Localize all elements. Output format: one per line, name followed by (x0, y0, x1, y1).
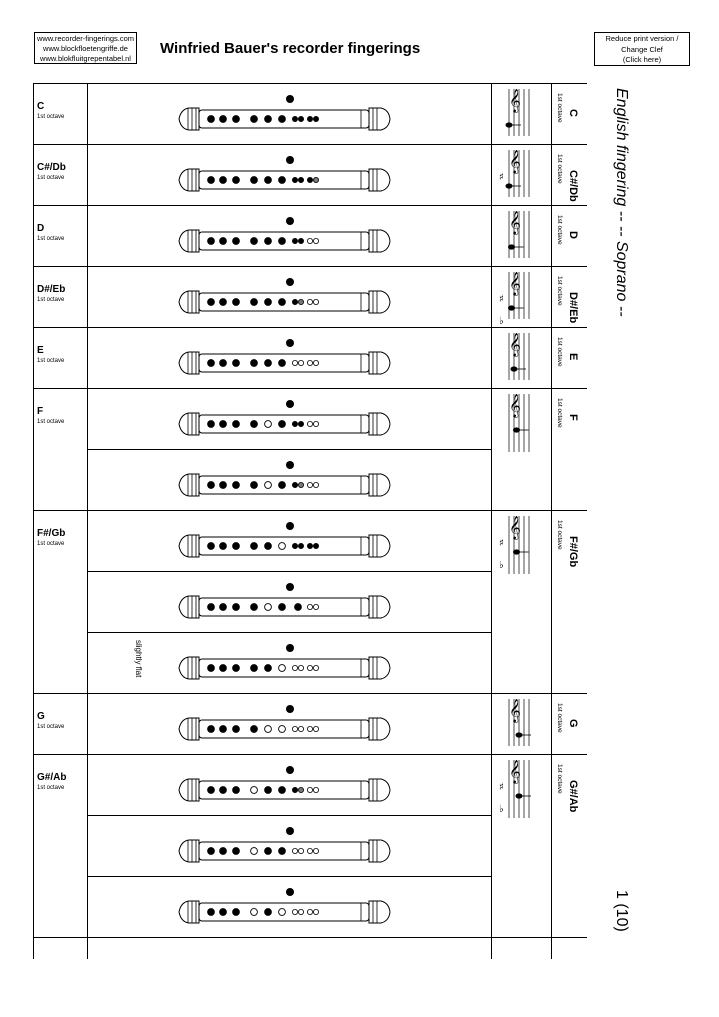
finger-hole (251, 604, 258, 611)
finger-hole (298, 238, 303, 243)
reduce-line-3: (Click here) (622, 55, 662, 64)
finger-hole (298, 299, 303, 304)
finger-hole (208, 116, 215, 123)
table-vline (33, 83, 34, 959)
finger-hole (233, 543, 240, 550)
finger-hole (251, 848, 258, 855)
thumb-hole (286, 95, 294, 103)
page-number: 1 (10) (613, 890, 630, 932)
recorder-diagram (161, 581, 401, 621)
octave-label: 1st octave (37, 724, 65, 730)
finger-hole (292, 665, 297, 670)
finger-hole (307, 909, 312, 914)
finger-hole (251, 299, 258, 306)
thumb-hole (286, 705, 294, 713)
site-link-3[interactable]: www.blokfluitgrepentabel.nl (40, 54, 131, 63)
finger-hole (251, 360, 258, 367)
finger-hole (279, 604, 286, 611)
finger-hole (307, 482, 312, 487)
finger-hole (220, 482, 227, 489)
note-divider (33, 205, 587, 206)
treble-clef-icon: 𝄞 (509, 759, 521, 783)
finger-hole (292, 909, 297, 914)
side-note-label: F (567, 414, 579, 421)
finger-hole (265, 848, 272, 855)
sharp-icon: ♯ (499, 172, 504, 183)
recorder-diagram (161, 703, 401, 743)
octave-label: 1st octave (37, 175, 65, 181)
finger-hole (265, 116, 272, 123)
flat-icon: ♭ (499, 804, 504, 815)
side-note-label: C#/Db (567, 170, 579, 202)
recorder-foot (369, 291, 390, 313)
finger-hole (208, 238, 215, 245)
side-octave-label: 1st octave (556, 215, 563, 245)
music-staff (495, 209, 545, 262)
treble-clef-icon: 𝄞 (509, 515, 521, 539)
flat-icon: ♭ (499, 560, 504, 571)
side-octave-label: 1st octave (556, 276, 563, 306)
music-staff (495, 331, 545, 384)
finger-hole (233, 665, 240, 672)
table-vline (551, 83, 552, 959)
thumb-hole (286, 278, 294, 286)
reduce-print-button[interactable] (594, 32, 690, 66)
octave-label: 1st octave (37, 358, 65, 364)
finger-hole (220, 848, 227, 855)
recorder-foot (369, 352, 390, 374)
thumb-hole (286, 217, 294, 225)
finger-hole (279, 116, 286, 123)
finger-hole (292, 543, 297, 548)
side-note-label: F#/Gb (567, 536, 579, 568)
recorder-foot (369, 108, 390, 130)
side-note-label: G (567, 719, 579, 728)
finger-hole (265, 177, 272, 184)
side-octave-label: 1st octave (556, 764, 563, 794)
reduce-line-1: Reduce print version / (605, 34, 679, 43)
page-title: Winfried Bauer's recorder fingerings (160, 40, 421, 57)
finger-hole (233, 726, 240, 733)
side-title: English fingering -- -- Soprano -- (613, 88, 630, 317)
recorder-diagram (161, 93, 401, 133)
thumb-hole (286, 888, 294, 896)
finger-hole (295, 604, 302, 611)
note-name-label: D#/Eb (37, 284, 66, 295)
finger-hole (220, 360, 227, 367)
finger-hole (265, 299, 272, 306)
finger-hole (220, 116, 227, 123)
finger-hole (313, 421, 318, 426)
recorder-diagram (161, 825, 401, 865)
finger-hole (307, 177, 312, 182)
recorder-foot (369, 901, 390, 923)
treble-clef-icon: 𝄞 (509, 88, 521, 112)
thumb-hole (286, 644, 294, 652)
finger-hole (313, 787, 318, 792)
treble-clef-icon: 𝄞 (509, 393, 521, 417)
table-hline (33, 83, 587, 84)
recorder-foot (369, 230, 390, 252)
note-name-label: G (37, 711, 45, 722)
finger-hole (298, 665, 303, 670)
finger-hole (251, 726, 258, 733)
octave-label: 1st octave (37, 114, 65, 120)
finger-hole (265, 787, 272, 794)
finger-hole (279, 787, 286, 794)
finger-hole (208, 299, 215, 306)
finger-hole (313, 909, 318, 914)
finger-hole (298, 543, 303, 548)
finger-hole (233, 299, 240, 306)
side-octave-label: 1st octave (556, 520, 563, 550)
thumb-hole (286, 827, 294, 835)
finger-hole (233, 848, 240, 855)
finger-hole (307, 116, 312, 121)
finger-hole (233, 604, 240, 611)
note-divider (33, 327, 587, 328)
recorder-diagram (161, 459, 401, 499)
finger-hole (298, 726, 303, 731)
finger-hole (298, 116, 303, 121)
recorder-foot (369, 840, 390, 862)
finger-hole (279, 909, 286, 916)
side-note-label: C (567, 109, 579, 117)
finger-hole (208, 360, 215, 367)
finger-hole (292, 726, 297, 731)
finger-hole (220, 909, 227, 916)
octave-label: 1st octave (37, 236, 65, 242)
row-divider (87, 632, 491, 633)
finger-hole (220, 299, 227, 306)
side-octave-label: 1st octave (556, 154, 563, 184)
recorder-foot (369, 535, 390, 557)
finger-hole (208, 909, 215, 916)
thumb-hole (286, 766, 294, 774)
finger-hole (307, 421, 312, 426)
finger-hole (292, 177, 297, 182)
finger-hole (251, 116, 258, 123)
music-staff (495, 270, 545, 327)
finger-hole (251, 177, 258, 184)
finger-hole (307, 604, 312, 609)
row-divider (87, 449, 491, 450)
side-octave-label: 1st octave (556, 93, 563, 123)
finger-hole (265, 421, 272, 428)
finger-hole (307, 299, 312, 304)
sharp-icon: ♯ (499, 294, 504, 305)
finger-hole (279, 665, 286, 672)
note-name-label: C#/Db (37, 162, 66, 173)
finger-hole (265, 604, 272, 611)
thumb-hole (286, 522, 294, 530)
note-name-label: D (37, 223, 45, 234)
finger-hole (265, 482, 272, 489)
finger-hole (233, 421, 240, 428)
finger-hole (313, 116, 318, 121)
finger-hole (292, 787, 297, 792)
note-name-label: F (37, 406, 44, 417)
finger-hole (298, 360, 303, 365)
thumb-hole (286, 156, 294, 164)
recorder-diagram (161, 520, 401, 560)
finger-hole (208, 482, 215, 489)
site-link-1[interactable]: www.recorder-fingerings.com (36, 34, 135, 43)
finger-hole (251, 421, 258, 428)
finger-hole (298, 909, 303, 914)
finger-hole (292, 299, 297, 304)
finger-hole (265, 238, 272, 245)
treble-clef-icon: 𝄞 (509, 210, 521, 234)
side-octave-label: 1st octave (556, 703, 563, 733)
note-name-label: F#/Gb (37, 528, 66, 539)
finger-hole (313, 543, 318, 548)
music-staff (495, 514, 545, 578)
finger-hole (265, 543, 272, 550)
recorder-diagram (161, 764, 401, 804)
finger-hole (307, 543, 312, 548)
recorder-foot (369, 169, 390, 191)
recorder-foot (369, 474, 390, 496)
finger-hole (292, 360, 297, 365)
finger-hole (233, 238, 240, 245)
recorder-diagram (161, 215, 401, 255)
note-divider (33, 754, 587, 755)
recorder-foot (369, 413, 390, 435)
recorder-diagram (161, 886, 401, 926)
finger-hole (265, 726, 272, 733)
finger-hole (279, 482, 286, 489)
finger-hole (279, 238, 286, 245)
row-divider (87, 815, 491, 816)
recorder-foot (369, 718, 390, 740)
sharp-icon: ♯ (499, 538, 504, 549)
finger-hole (233, 482, 240, 489)
recorder-foot (369, 657, 390, 679)
thumb-hole (286, 339, 294, 347)
finger-hole (313, 238, 318, 243)
thumb-hole (286, 461, 294, 469)
row-divider (87, 876, 491, 877)
finger-hole (313, 665, 318, 670)
row-divider (87, 571, 491, 572)
fingering-table (33, 83, 587, 959)
flat-icon: ♭ (499, 316, 504, 327)
finger-hole (313, 299, 318, 304)
treble-clef-icon: 𝄞 (509, 698, 521, 722)
finger-hole (208, 665, 215, 672)
finger-hole (220, 604, 227, 611)
site-link-2[interactable]: www.blockfloetengriffe.de (43, 44, 128, 53)
side-note-label: D#/Eb (567, 292, 579, 324)
finger-hole (292, 238, 297, 243)
side-note-label: D (567, 231, 579, 239)
sharp-icon: ♯ (499, 782, 504, 793)
finger-hole (307, 787, 312, 792)
finger-hole (208, 726, 215, 733)
finger-hole (208, 787, 215, 794)
finger-hole (298, 787, 303, 792)
finger-hole (307, 665, 312, 670)
finger-hole (298, 421, 303, 426)
music-staff (495, 758, 545, 822)
note-divider (33, 144, 587, 145)
finger-hole (251, 909, 258, 916)
finger-hole (265, 360, 272, 367)
reduce-line-2: Change Clef (621, 44, 663, 54)
finger-hole (220, 665, 227, 672)
recorder-diagram (161, 276, 401, 316)
finger-hole (298, 177, 303, 182)
finger-hole (307, 238, 312, 243)
note-divider (33, 388, 587, 389)
finger-hole (208, 177, 215, 184)
note-divider (33, 937, 587, 938)
treble-clef-icon: 𝄞 (509, 332, 521, 356)
finger-hole (208, 543, 215, 550)
table-vline (491, 83, 492, 959)
finger-hole (313, 360, 318, 365)
music-staff (495, 148, 545, 201)
finger-hole (292, 848, 297, 853)
finger-hole (279, 848, 286, 855)
octave-label: 1st octave (37, 785, 65, 791)
finger-hole (220, 543, 227, 550)
octave-label: 1st octave (37, 419, 65, 425)
finger-hole (292, 482, 297, 487)
finger-hole (279, 177, 286, 184)
music-staff (495, 697, 545, 750)
note-divider (33, 693, 587, 694)
thumb-hole (286, 400, 294, 408)
side-note-label: E (567, 353, 579, 361)
treble-clef-icon: 𝄞 (509, 149, 521, 173)
music-staff (495, 392, 545, 456)
finger-hole (220, 177, 227, 184)
finger-hole (313, 604, 318, 609)
finger-hole (251, 787, 258, 794)
finger-hole (292, 116, 297, 121)
finger-hole (208, 421, 215, 428)
finger-hole (313, 177, 318, 182)
finger-hole (279, 299, 286, 306)
website-box[interactable] (34, 32, 137, 64)
octave-label: 1st octave (37, 297, 65, 303)
finger-hole (279, 543, 286, 550)
finger-hole (313, 848, 318, 853)
note-name-label: C (37, 101, 45, 112)
finger-hole (208, 604, 215, 611)
finger-hole (298, 848, 303, 853)
finger-hole (251, 238, 258, 245)
note-divider (33, 266, 587, 267)
finger-hole (298, 482, 303, 487)
recorder-foot (369, 596, 390, 618)
finger-hole (265, 909, 272, 916)
finger-hole (292, 421, 297, 426)
finger-hole (233, 177, 240, 184)
note-divider (33, 510, 587, 511)
finger-hole (279, 726, 286, 733)
finger-hole (233, 116, 240, 123)
recorder-foot (369, 779, 390, 801)
side-note-label: G#/Ab (567, 780, 579, 813)
music-staff (495, 87, 545, 140)
finger-hole (265, 665, 272, 672)
recorder-diagram (161, 337, 401, 377)
side-octave-label: 1st octave (556, 337, 563, 367)
treble-clef-icon: 𝄞 (509, 271, 521, 295)
octave-label: 1st octave (37, 541, 65, 547)
note-name-label: G#/Ab (37, 772, 67, 783)
side-octave-label: 1st octave (556, 398, 563, 428)
thumb-hole (286, 583, 294, 591)
finger-hole (220, 421, 227, 428)
finger-hole (233, 787, 240, 794)
finger-hole (307, 726, 312, 731)
table-vline (87, 83, 88, 959)
finger-hole (220, 238, 227, 245)
finger-hole (251, 665, 258, 672)
finger-hole (313, 726, 318, 731)
finger-hole (251, 482, 258, 489)
finger-hole (220, 787, 227, 794)
fingering-note: slightly flat (134, 640, 143, 678)
recorder-diagram (161, 154, 401, 194)
finger-hole (233, 909, 240, 916)
recorder-diagram (161, 642, 401, 682)
finger-hole (208, 848, 215, 855)
finger-hole (307, 360, 312, 365)
finger-hole (313, 482, 318, 487)
finger-hole (279, 421, 286, 428)
finger-hole (233, 360, 240, 367)
finger-hole (279, 360, 286, 367)
finger-hole (251, 543, 258, 550)
note-name-label: E (37, 345, 44, 356)
finger-hole (307, 848, 312, 853)
recorder-diagram (161, 398, 401, 438)
finger-hole (220, 726, 227, 733)
